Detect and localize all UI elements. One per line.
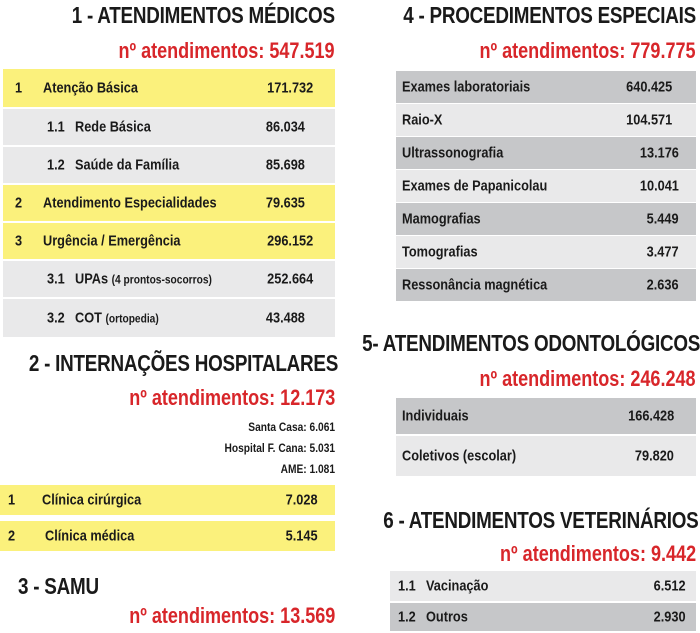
row-value: 3.477 [646, 243, 679, 261]
row-value: 5.449 [646, 210, 679, 228]
section-6-title: 6 - ATENDIMENTOS VETERINÁRIOS [382, 507, 698, 533]
row-value: 104.571 [626, 111, 673, 129]
section-1-count: nº atendimentos: 547.519 [118, 38, 335, 63]
hospital-note: Hospital F. Cana: 5.031 [224, 441, 335, 455]
row-value: 86.034 [265, 118, 305, 136]
row-label: Saúde da Família [75, 156, 180, 174]
table-row [3, 223, 335, 259]
row-number: 1 [8, 491, 16, 509]
row-label: Ultrassonografia [402, 144, 504, 162]
row-label: Urgência / Emergência [43, 232, 181, 250]
row-label [75, 310, 159, 327]
table-row [0, 485, 335, 515]
row-value: 5.145 [285, 527, 318, 545]
table-row [396, 269, 696, 301]
row-number: 1 [15, 79, 23, 97]
section-2-title: 2 - INTERNAÇÕES HOSPITALARES [28, 350, 338, 376]
table-row [396, 236, 696, 268]
row-number: 1.2 [47, 156, 65, 174]
section-6-count: nº atendimentos: 9.442 [499, 541, 696, 566]
row-value: 166.428 [628, 407, 675, 425]
row-label: Tomografias [402, 243, 478, 261]
section-5-title: 5- ATENDIMENTOS ODONTOLÓGICOS [362, 330, 700, 356]
table-row [3, 69, 335, 107]
row-label: Outros [426, 608, 468, 626]
table-row [396, 137, 696, 169]
row-value: 13.176 [639, 144, 679, 162]
table-row [0, 521, 335, 551]
table-row [390, 571, 696, 601]
row-value: 43.488 [265, 309, 305, 327]
row-value: 2.636 [646, 276, 679, 294]
table-row [3, 109, 335, 145]
row-value: 171.732 [267, 79, 314, 97]
table-row [3, 147, 335, 183]
row-number: 1.2 [398, 608, 416, 626]
row-value: 2.930 [653, 608, 686, 626]
table-row [390, 603, 696, 631]
section-5-count: nº atendimentos: 246.248 [479, 366, 696, 391]
section-4-count: nº atendimentos: 779.775 [479, 38, 696, 63]
table-row [396, 104, 696, 136]
row-label: Coletivos (escolar) [402, 447, 517, 465]
row-label-note: (4 prontos-socorros) [111, 272, 212, 287]
row-value: 7.028 [285, 491, 318, 509]
row-label [75, 271, 212, 288]
row-label: Rede Básica [75, 118, 151, 136]
section-3-title: 3 - SAMU [18, 573, 99, 599]
row-value: 79.635 [265, 194, 305, 212]
section-4-title: 4 - PROCEDIMENTOS ESPECIAIS [403, 2, 696, 28]
row-number: 3.2 [47, 309, 65, 327]
row-label: Clínica cirúrgica [42, 491, 142, 509]
row-label: Raio-X [402, 111, 443, 129]
row-value: 296.152 [267, 232, 314, 250]
row-label: Exames laboratoriais [402, 78, 531, 96]
table-row [396, 398, 696, 434]
row-label: Ressonância magnética [402, 276, 548, 294]
row-label-main: UPAs [75, 270, 109, 288]
row-label: Vacinação [426, 577, 489, 595]
table-row [396, 71, 696, 103]
table-row [396, 203, 696, 235]
row-number: 2 [15, 194, 23, 212]
section-2-count: nº atendimentos: 12.173 [128, 385, 335, 410]
row-label: Atendimento Especialidades [43, 194, 217, 212]
row-value: 6.512 [653, 577, 686, 595]
row-label-main: COT [75, 309, 102, 327]
row-label: Exames de Papanicolau [402, 177, 548, 195]
row-number: 1.1 [398, 577, 416, 595]
row-label: Individuais [402, 407, 469, 425]
row-label: Clínica médica [45, 527, 135, 545]
hospital-note: AME: 1.081 [280, 462, 335, 476]
table-row [396, 436, 696, 476]
table-row [3, 299, 335, 337]
row-number: 3.1 [47, 270, 65, 288]
row-value: 79.820 [634, 447, 674, 465]
table-row [3, 261, 335, 297]
hospital-note: Santa Casa: 6.061 [248, 420, 335, 434]
section-3-count: nº atendimentos: 13.569 [128, 603, 335, 628]
row-label: Atenção Básica [43, 79, 138, 97]
table-row [3, 185, 335, 221]
table-row [396, 170, 696, 202]
section-1-title: 1 - ATENDIMENTOS MÉDICOS [71, 2, 335, 28]
row-number: 1.1 [47, 118, 65, 136]
row-value: 252.664 [267, 270, 314, 288]
row-value: 640.425 [626, 78, 673, 96]
row-number: 3 [15, 232, 23, 250]
row-value: 85.698 [265, 156, 305, 174]
row-number: 2 [8, 527, 16, 545]
row-label-note: (ortopedia) [105, 311, 159, 326]
row-label: Mamografias [402, 210, 481, 228]
row-value: 10.041 [639, 177, 679, 195]
